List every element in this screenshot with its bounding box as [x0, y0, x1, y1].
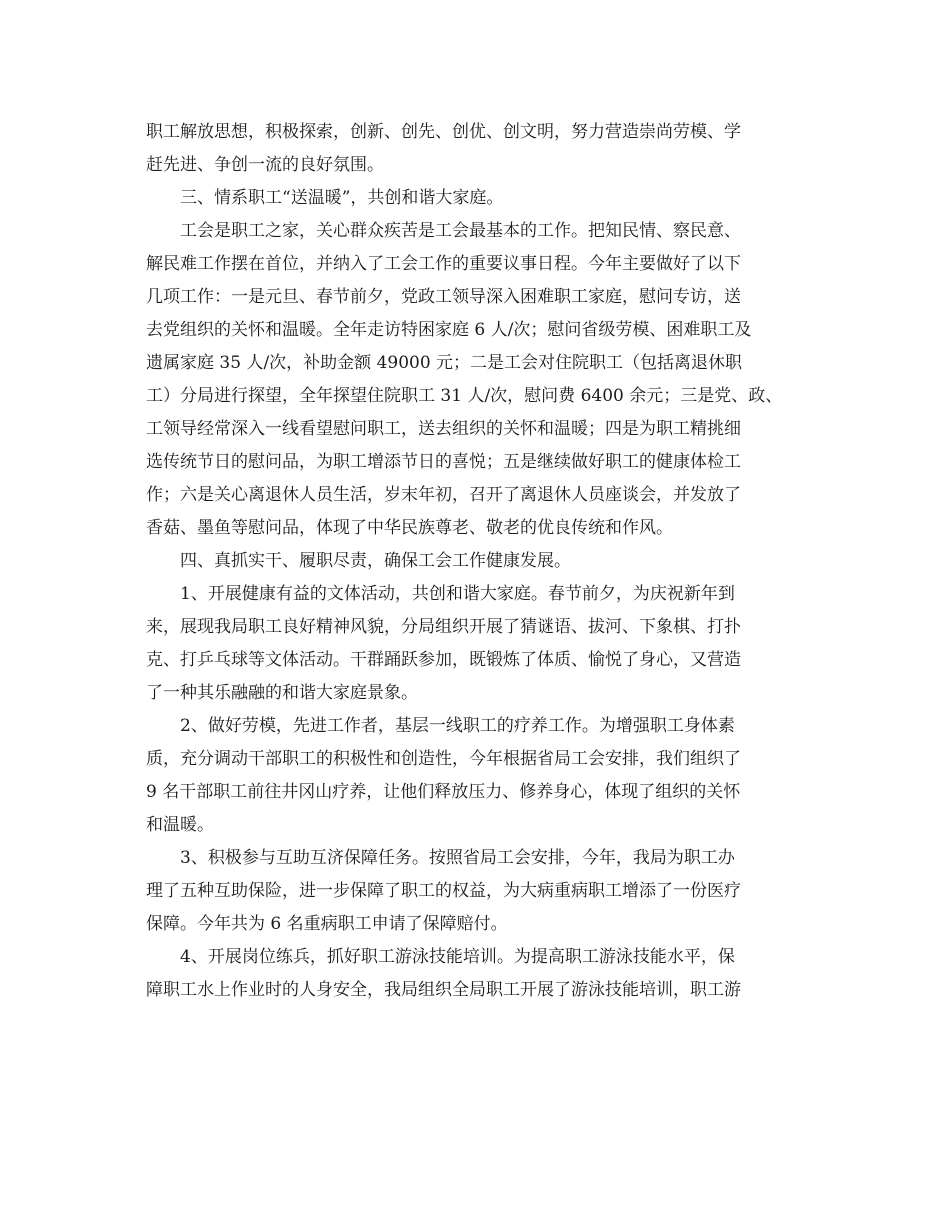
text-line: 保障。今年共为 6 名重病职工申请了保障赔付。 [146, 914, 508, 934]
text-line: 几项工作：一是元旦、春节前夕，党政工领导深入困难职工家庭，慰问专访，送 [146, 287, 741, 307]
text-line: 来，展现我局职工良好精神风貌，分局组织开展了猜谜语、拔河、下象棋、打扑 [146, 617, 741, 637]
text-line: 2、做好劳模，先进工作者，基层一线职工的疗养工作。为增强职工身体素 [180, 716, 735, 736]
text-line: 理了五种互助保险，进一步保障了职工的权益，为大病重病职工增添了一份医疗 [146, 881, 741, 901]
text-line: 1、开展健康有益的文体活动，共创和谐大家庭。春节前夕，为庆祝新年到 [180, 584, 735, 604]
text-line: 作；六是关心离退休人员生活，岁末年初，召开了离退休人员座谈会，并发放了 [146, 485, 741, 505]
text-line: 香菇、墨鱼等慰问品，体现了中华民族尊老、敬老的优良传统和作风。 [146, 518, 673, 538]
text-line: 三、情系职工“送温暖”，共创和谐大家庭。 [180, 188, 504, 208]
text-line: 解民难工作摆在首位，并纳入了工会工作的重要议事日程。今年主要做好了以下 [146, 254, 741, 274]
text-line: 和温暖。 [146, 815, 214, 835]
text-line: 工会是职工之家，关心群众疾苦是工会最基本的工作。把知民情、察民意、 [180, 221, 741, 241]
text-line: 去党组织的关怀和温暖。全年走访特困家庭 6 人/次；慰问省级劳模、困难职工及 [146, 320, 752, 340]
text-line: 障职工水上作业时的人身安全，我局组织全局职工开展了游泳技能培训，职工游 [146, 980, 741, 1000]
text-line: 遗属家庭 35 人/次，补助金额 49000 元；二是工会对住院职工（包括离退休职 [146, 353, 743, 373]
text-line: 4、开展岗位练兵，抓好职工游泳技能培训。为提高职工游泳技能水平，保 [180, 947, 735, 967]
text-line: 工领导经常深入一线看望慰问职工，送去组织的关怀和温暖；四是为职工精挑细 [146, 419, 741, 439]
text-line: 工）分局进行探望，全年探望住院职工 31 人/次，慰问费 6400 余元；三是党、政、 [146, 386, 783, 406]
text-line: 选传统节日的慰问品，为职工增添节日的喜悦；五是继续做好职工的健康体检工 [146, 452, 741, 472]
text-line: 赶先进、争创一流的良好氛围。 [146, 155, 384, 175]
text-line: 克、打乒乓球等文体活动。干群踊跃参加，既锻炼了体质、愉悦了身心，又营造 [146, 650, 741, 670]
document-body [146, 116, 826, 1007]
text-line: 四、真抓实干、履职尽责，确保工会工作健康发展。 [180, 551, 571, 571]
text-line: 质，充分调动干部职工的积极性和创造性，今年根据省局工会安排，我们组织了 [146, 749, 741, 769]
text-line: 9 名干部职工前往井冈山疗养，让他们释放压力、修养身心，体现了组织的关怀 [146, 782, 741, 802]
text-line: 3、积极参与互助互济保障任务。按照省局工会安排，今年，我局为职工办 [180, 848, 735, 868]
text-line: 了一种其乐融融的和谐大家庭景象。 [146, 683, 418, 703]
text-line: 职工解放思想，积极探索，创新、创先、创优、创文明，努力营造崇尚劳模、学 [146, 122, 741, 142]
